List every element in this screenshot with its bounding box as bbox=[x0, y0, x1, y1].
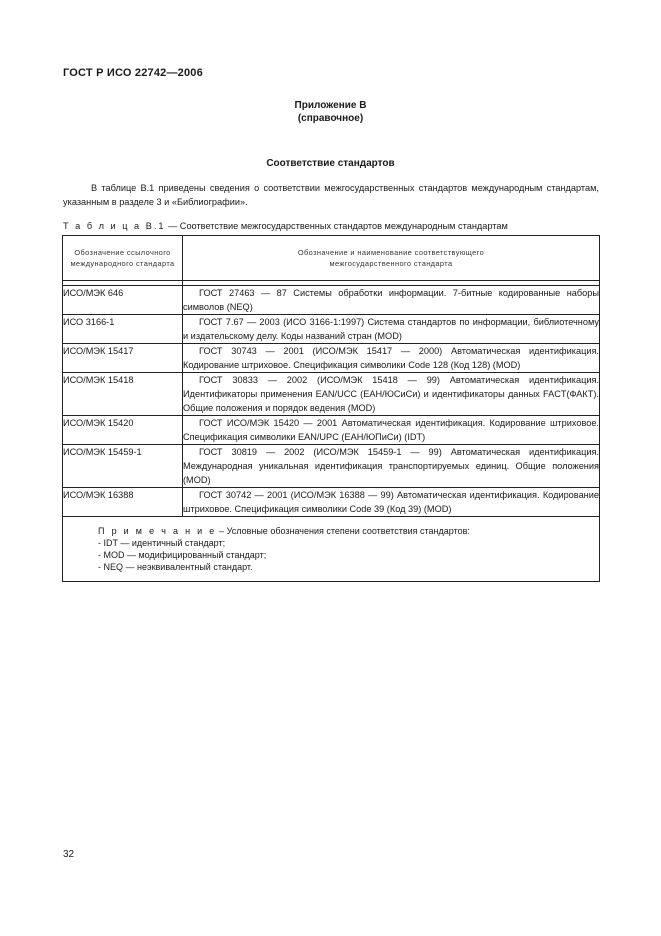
note-item: - NEQ — неэквивалентный стандарт. bbox=[98, 562, 253, 572]
ref-cell: ИСО/МЭК 15459-1 bbox=[63, 445, 183, 488]
table-caption-text: — Соответствие межгосударственных стандартов международным стандартам bbox=[165, 221, 508, 231]
table-caption-label: Т а б л и ц а В.1 bbox=[63, 221, 166, 231]
note-heading bbox=[98, 525, 595, 537]
note-cell bbox=[63, 517, 600, 582]
ref-cell: ИСО/МЭК 15418 bbox=[63, 373, 183, 416]
appendix-title: Приложение В bbox=[294, 100, 367, 111]
table-header-row bbox=[63, 236, 600, 281]
appendix-subtitle: (справочное) bbox=[297, 113, 364, 124]
table-row bbox=[63, 315, 600, 344]
desc-cell: ГОСТ 27463 — 87 Системы обработки информации. 7-битные кодированные наборы символов (NEQ) bbox=[183, 286, 600, 315]
table-row bbox=[63, 445, 600, 488]
table-row bbox=[63, 416, 600, 445]
standards-table bbox=[62, 235, 600, 582]
desc-cell: ГОСТ 30743 — 2001 (ИСО/МЭК 15417 — 2000) Автоматическая идентификация. Кодирование штриховое. Спецификация символики Code 128 (Код 128) (MOD) bbox=[183, 344, 600, 373]
note-item: - MOD — модифицированный стандарт; bbox=[98, 550, 267, 560]
ref-cell: ИСО/МЭК 15420 bbox=[63, 416, 183, 445]
document-header: ГОСТ Р ИСО 22742—2006 bbox=[63, 67, 203, 79]
note-label: П р и м е ч а н и е bbox=[98, 526, 217, 536]
desc-cell: ГОСТ 30742 — 2001 (ИСО/МЭК 16388 — 99) Автоматическая идентификация. Кодирование штриховое. Спецификация символики Code 39 (Код 39) (MOD) bbox=[183, 488, 600, 517]
note-row bbox=[63, 517, 600, 582]
table-row bbox=[63, 286, 600, 315]
page-number: 32 bbox=[63, 849, 75, 860]
desc-cell: ГОСТ 30833 — 2002 (ИСО/МЭК 15418 — 99) Автоматическая идентификация. Идентификаторы применения EAN/UCC (ЕАН/ЮСиСи) и идентификаторы данных FACT(ФАКТ). Общие положения и порядок ведения (MOD) bbox=[183, 373, 600, 416]
section-title: Соответствие стандартов bbox=[266, 158, 395, 169]
desc-cell: ГОСТ ИСО/МЭК 15420 — 2001 Автоматическая идентификация. Кодирование штриховое. Спецификация символики EAN/UPC (ЕАН/ЮПиСи) (IDT) bbox=[183, 416, 600, 445]
ref-cell: ИСО/МЭК 646 bbox=[63, 286, 183, 315]
ref-cell: ИСО/МЭК 15417 bbox=[63, 344, 183, 373]
header-interstate-standard: Обозначение и наименование соответствующего межгосударственного стандарта bbox=[183, 236, 600, 281]
table-row bbox=[63, 373, 600, 416]
note-item: - IDT — идентичный стандарт; bbox=[98, 538, 226, 548]
appendix-heading bbox=[0, 99, 661, 125]
table-row bbox=[63, 488, 600, 517]
header-ref-standard: Обозначение ссылочного международного стандарта bbox=[63, 236, 183, 281]
desc-cell: ГОСТ 7.67 — 2003 (ИСО 3166-1:1997) Система стандартов по информации, библиотечному и издательскому делу. Коды названий стран (MOD) bbox=[183, 315, 600, 344]
ref-cell: ИСО/МЭК 16388 bbox=[63, 488, 183, 517]
desc-cell: ГОСТ 30819 — 2002 (ИСО/МЭК 15459-1 — 99) Автоматическая идентификация. Международная уникальная идентификация транспортируемых единиц. Общие положения (MOD) bbox=[183, 445, 600, 488]
ref-cell: ИСО 3166-1 bbox=[63, 315, 183, 344]
table-row bbox=[63, 344, 600, 373]
note-text: – Условные обозначения степени соответствия стандартов: bbox=[216, 526, 470, 536]
intro-paragraph: В таблице В.1 приведены сведения о соответствии межгосударственных стандартов международным стандартам, указанным в разделе 3 и «Библиографии». bbox=[63, 183, 599, 207]
table-caption bbox=[63, 221, 623, 231]
